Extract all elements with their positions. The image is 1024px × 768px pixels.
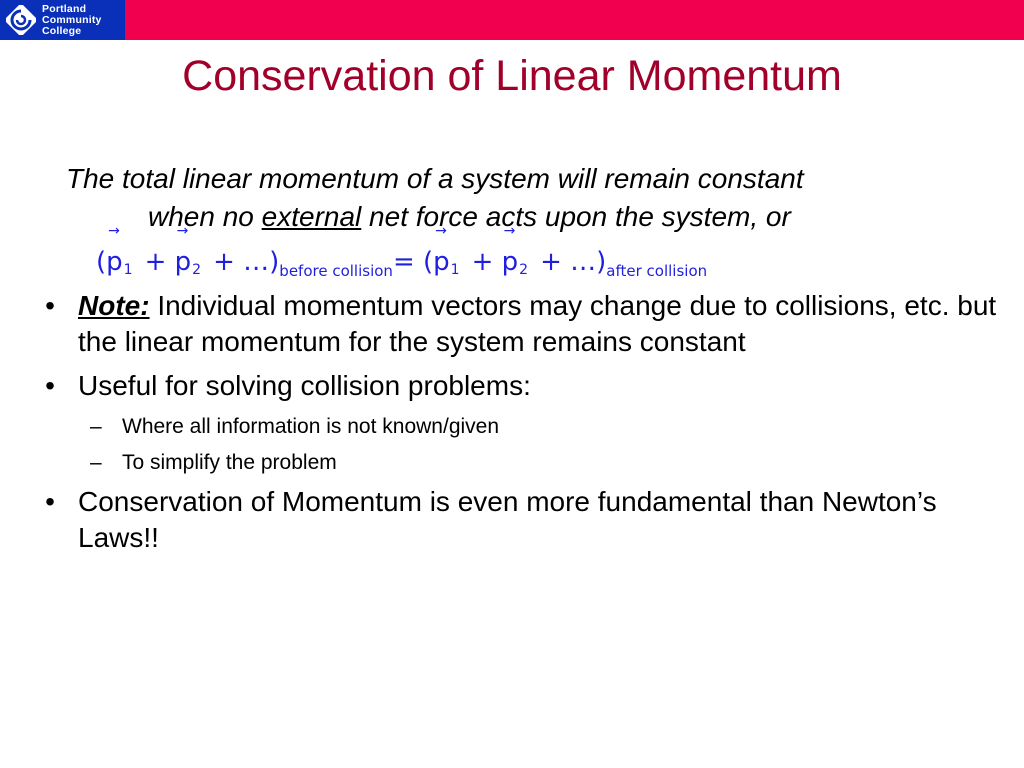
logo-emblem-icon bbox=[6, 5, 36, 35]
intro-line-2-start: when no bbox=[148, 201, 262, 232]
bullet-note bbox=[40, 288, 1000, 360]
header-bar bbox=[0, 0, 1024, 40]
eq-p1-subscript-after: 1 bbox=[450, 262, 460, 278]
logo-line-college: College bbox=[42, 24, 82, 37]
sub-bullet-text: To simplify the problem bbox=[122, 451, 337, 474]
eq-open-paren: ( bbox=[96, 247, 107, 277]
bullet-text: Useful for solving collision problems: bbox=[78, 370, 531, 401]
bullet-collision-problems bbox=[40, 368, 1000, 404]
intro-line-2 bbox=[66, 198, 986, 236]
eq-p1-vector: → p bbox=[106, 238, 123, 286]
sub-bullet-marker: – bbox=[90, 415, 102, 438]
bullet-marker: • bbox=[45, 290, 55, 321]
sub-bullet-text: Where all information is not known/given bbox=[122, 415, 500, 438]
emphasis-external: external bbox=[261, 201, 362, 232]
eq-ellipsis: + …) bbox=[213, 247, 280, 277]
bullet-text: Conservation of Momentum is even more fundamental than Newton’s Laws!! bbox=[78, 486, 937, 553]
eq-plus-after: + bbox=[471, 247, 494, 277]
eq-p2-subscript-after: 2 bbox=[519, 262, 529, 278]
intro-statement bbox=[66, 160, 986, 236]
eq-p1-vector-after: → p bbox=[433, 238, 450, 286]
bullet-list bbox=[40, 288, 1000, 564]
eq-p2-vector-after: → p bbox=[502, 238, 519, 286]
portland-community-college-logo bbox=[0, 0, 125, 40]
bullet-fundamental bbox=[40, 484, 1000, 556]
logo-wordmark bbox=[42, 4, 102, 37]
eq-ellipsis-after: + …) bbox=[540, 247, 607, 277]
eq-plus: + bbox=[144, 247, 167, 277]
eq-p1-subscript: 1 bbox=[123, 262, 133, 278]
note-text: Individual momentum vectors may change due to collisions, etc. but the linear momentum for the system remains constant bbox=[78, 290, 997, 357]
note-label: Note: bbox=[78, 290, 150, 321]
intro-line-2-end: net force acts upon the system, or bbox=[361, 201, 791, 232]
momentum-equation bbox=[96, 238, 707, 295]
bullet-marker: • bbox=[45, 370, 55, 401]
bullet-marker: • bbox=[45, 486, 55, 517]
slide-title: Conservation of Linear Momentum bbox=[182, 52, 842, 100]
sub-bullet-marker: – bbox=[90, 451, 102, 474]
logo-line-community: Community bbox=[42, 13, 102, 26]
sub-bullet-unknown-info bbox=[40, 412, 1000, 442]
eq-after-label: after collision bbox=[606, 262, 708, 280]
eq-p2-vector: → p bbox=[175, 238, 192, 286]
eq-equals: = ( bbox=[392, 247, 434, 277]
eq-p2-subscript: 2 bbox=[192, 262, 202, 278]
sub-bullet-simplify bbox=[40, 448, 1000, 478]
intro-line-1: The total linear momentum of a system will remain constant bbox=[66, 163, 804, 194]
eq-before-label: before collision bbox=[279, 262, 393, 280]
logo-line-portland: Portland bbox=[42, 2, 87, 15]
